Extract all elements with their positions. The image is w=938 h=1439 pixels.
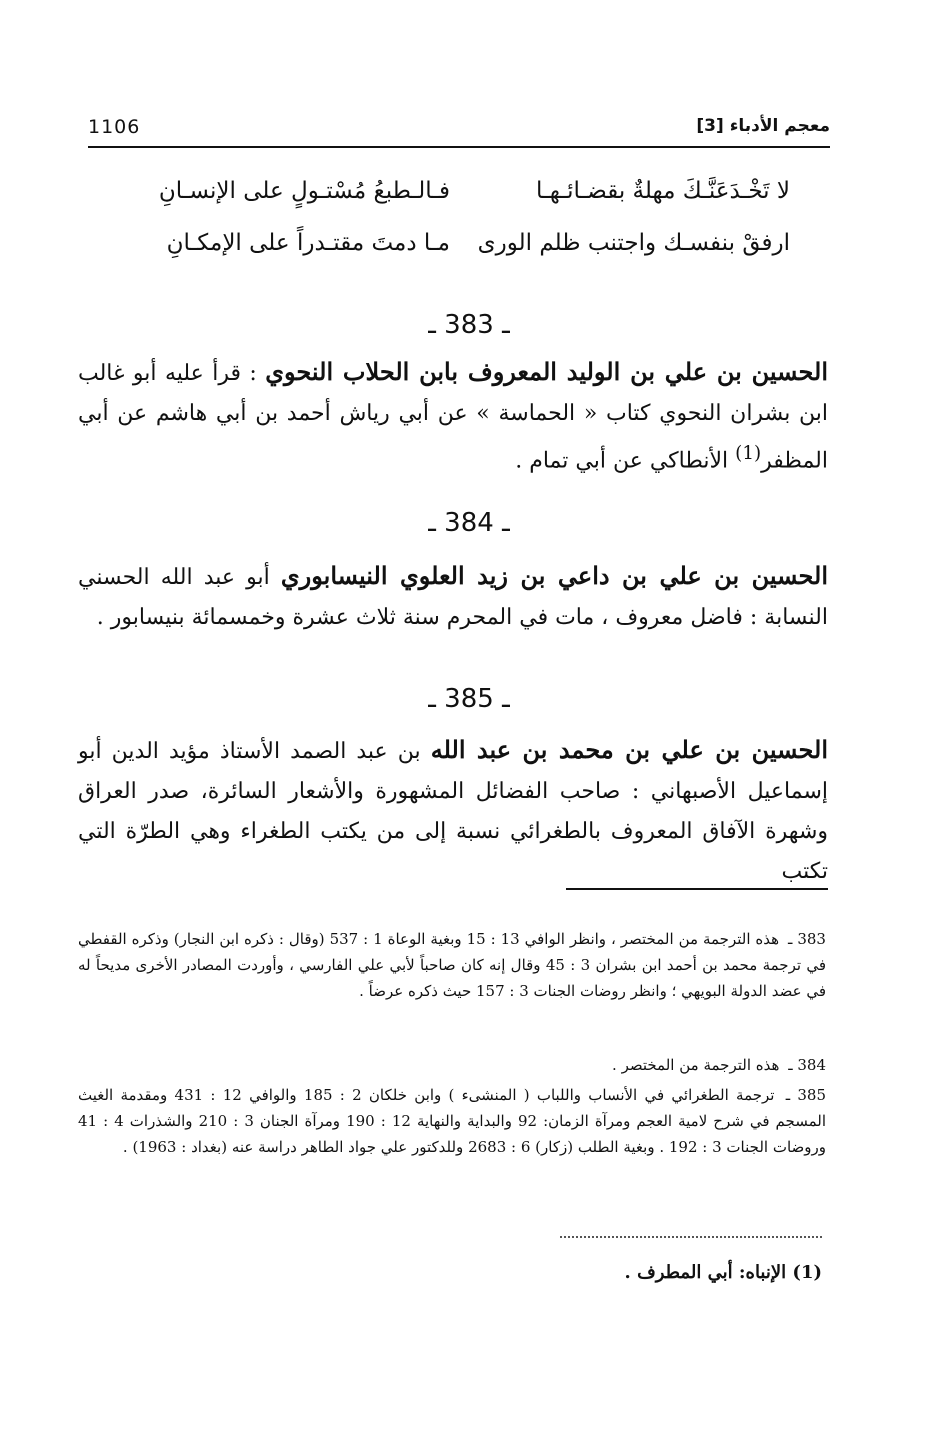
entry-name: الحسين بن علي بن الوليد المعروف بابن الحلاب النحوي: [265, 357, 828, 386]
entry-number: ـ 383 ـ: [428, 310, 510, 340]
running-title: معجم الأدباء [3]: [696, 116, 830, 136]
verse: [110, 178, 790, 230]
page-header: [88, 112, 830, 148]
entry-text-continued: الأنطاكي عن أبي تمام .: [515, 448, 729, 474]
footnote-mark: (1): [735, 443, 762, 464]
page-number: 1106: [88, 116, 141, 138]
note-text: ترجمة الطغرائي في الأنساب واللباب ( المنشىء ) وابن خلكان 2 : 185 والوافي 12 : 431 ومقدمة الغيث المسجم في شرح لامية العجم ومرآة الزمان: 92 والبداية والنهاية 12 : 190 ومرآة الجنان 3 : 210 والشذرات 4 : 41 وروضات الجنات 3 : 192 . وبغية الطلب (زكار) 6 : 2683 وللدكتور علي جواد الطاهر دراسة عنه (بغداد : 1963) .: [78, 1086, 826, 1156]
note-text: هذه الترجمة من المختصر ، وانظر الوافي 13 : 15 وبغية الوعاة 1 : 537 (وقال : ذكره ابن النجار) وذكره القفطي في ترجمة محمد بن أحمد ابن بشران 3 : 45 وقال إنه كان صاحباً لأبي علي الفارسي ، وأوردت المصادر الأخرى مديحاً له في عضد الدولة البويهي ؛ وانظر روضات الجنات 3 : 157 حيث ذكره عرضاً .: [78, 930, 826, 1000]
source-note: [78, 1052, 826, 1078]
second-hemistich: فـالـطبعُ مُسْتـولٍ على الإنسـانِ: [158, 178, 450, 204]
first-hemistich: ارفقْ بنفسـك واجتنب ظلم الورى: [477, 230, 790, 256]
footnote-separator-dotted: [560, 1236, 822, 1238]
poem: [110, 178, 790, 282]
verse: [110, 230, 790, 282]
entry-name: الحسين بن علي بن محمد بن عبد الله: [430, 735, 828, 764]
note-number: 385 ـ: [785, 1086, 827, 1104]
first-hemistich: لا تَخْـدَعَنَّـكَ مهلةٌ بقضـائـهـا: [536, 178, 790, 204]
note-text: هذه الترجمة من المختصر .: [612, 1056, 780, 1074]
entry-383: [78, 352, 828, 481]
source-note: [78, 1082, 826, 1160]
note-number: 383 ـ: [788, 930, 826, 948]
entry-text: أبو عبد الله الحسني النسابة : فاضل معروف ، مات في المحرم سنة ثلاث عشرة وخمسمائة بنيسابور .: [78, 565, 828, 630]
editor-footnote: (1) الإنباه: أبي المطرف .: [624, 1262, 822, 1283]
note-number: 384 ـ: [788, 1056, 826, 1074]
entry-name: الحسين بن علي بن داعي بن زيد العلوي النيسابوري: [280, 561, 828, 590]
source-note: [78, 926, 826, 1004]
second-hemistich: مـا دمتَ مقتـدراً على الإمكـانِ: [166, 230, 450, 256]
entry-number: ـ 385 ـ: [428, 684, 510, 714]
entry-text: : قرأ عليه أبو غالب ابن بشران النحوي كتاب « الحماسة » عن أبي رياش أحمد بن أبي هاشم عن أبي المظفر: [78, 361, 828, 474]
entry-385: [78, 730, 828, 892]
entry-text: بن عبد الصمد الأستاذ مؤيد الدين أبو إسماعيل الأصبهاني : صاحب الفضائل المشهورة والأشعار السائرة، صدر العراق وشهرة الآفاق المعروف بالطغرائي نسبة إلى من يكتب الطغراء وهي الطرّة التي تكتب: [78, 739, 828, 884]
entry-number: ـ 384 ـ: [428, 508, 510, 538]
footnote-separator: [566, 888, 828, 890]
entry-384: [78, 556, 828, 638]
